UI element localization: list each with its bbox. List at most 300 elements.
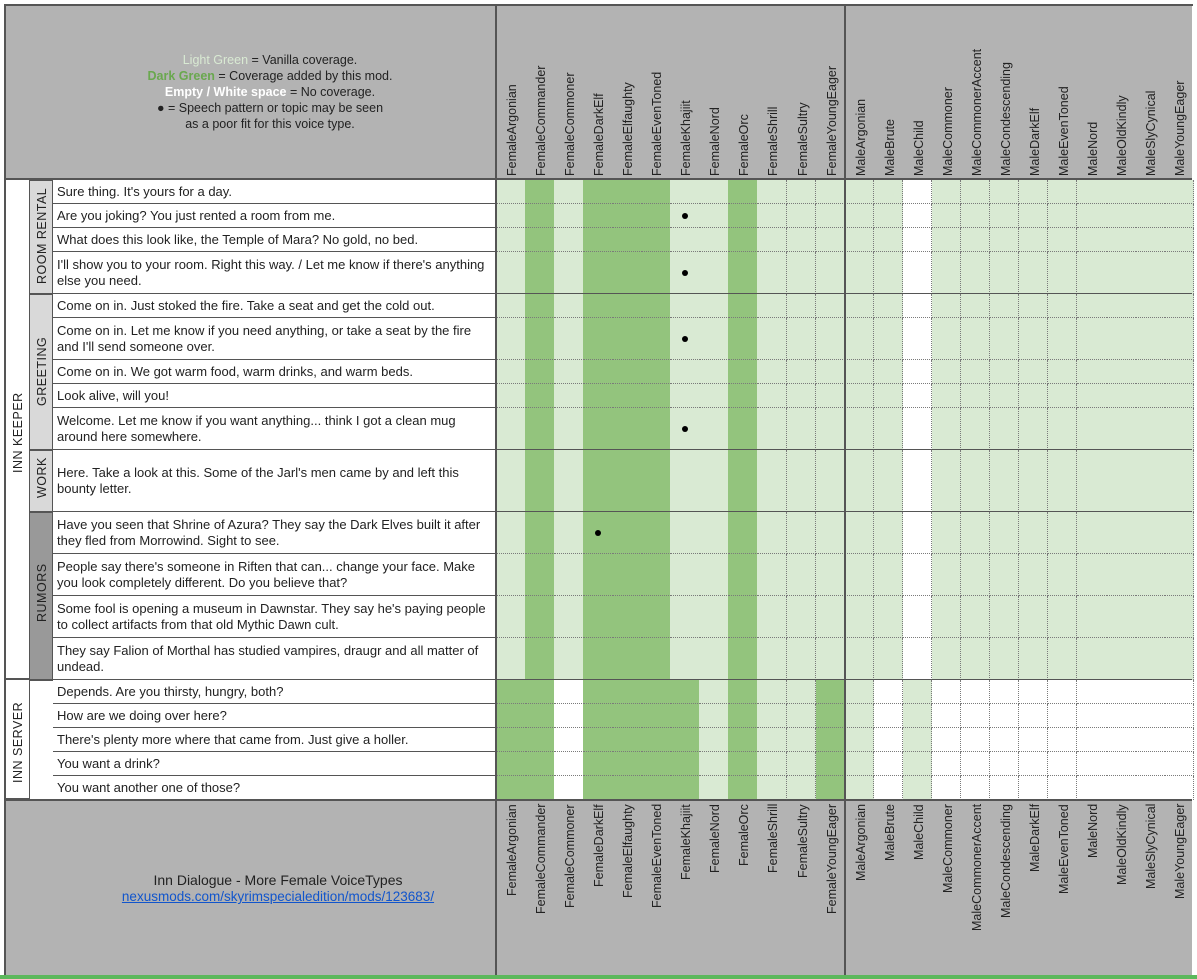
coverage-cell — [1106, 450, 1136, 512]
coverage-cell — [1106, 318, 1136, 360]
coverage-cell — [728, 728, 758, 752]
coverage-cell — [816, 294, 846, 318]
coverage-cell — [525, 252, 555, 294]
coverage-cell — [583, 728, 613, 752]
coverage-cell — [670, 596, 700, 638]
coverage-cell — [1019, 204, 1049, 228]
coverage-cell — [932, 228, 962, 252]
coverage-cell — [1135, 204, 1165, 228]
coverage-cell — [1077, 384, 1107, 408]
coverage-cell — [699, 252, 729, 294]
coverage-cell — [816, 752, 846, 776]
coverage-cell — [612, 512, 642, 554]
coverage-cell — [1048, 596, 1078, 638]
voice-header-label: FemaleDarkElf — [592, 804, 607, 887]
poor-fit-dot — [595, 530, 601, 536]
coverage-cell — [874, 360, 904, 384]
voice-header-label: MaleNord — [1086, 803, 1100, 858]
voice-header-label: MaleYoungEager — [1173, 80, 1188, 176]
coverage-cell — [1106, 554, 1136, 596]
coverage-cell — [787, 252, 817, 294]
coverage-cell — [1164, 252, 1194, 294]
coverage-cell — [496, 704, 526, 728]
group-label-text: ROOM RENTAL — [35, 188, 49, 285]
coverage-cell — [757, 252, 787, 294]
coverage-cell — [845, 728, 875, 752]
coverage-cell — [1019, 776, 1049, 800]
coverage-cell — [1048, 384, 1078, 408]
voice-header-label: MaleBrute — [882, 804, 897, 861]
legend-empty-desc: = No coverage. — [286, 85, 376, 99]
voice-header-label: FemaleCommoner — [563, 72, 578, 176]
coverage-cell — [757, 204, 787, 228]
coverage-cell — [1106, 228, 1136, 252]
coverage-cell — [932, 596, 962, 638]
voice-header-label: MaleDarkElf — [1027, 803, 1042, 872]
coverage-cell — [612, 752, 642, 776]
coverage-cell — [525, 596, 555, 638]
coverage-cell — [1106, 680, 1136, 704]
coverage-cell — [932, 728, 962, 752]
coverage-cell — [787, 228, 817, 252]
coverage-cell — [961, 318, 991, 360]
coverage-cell — [874, 408, 904, 450]
coverage-cell — [641, 384, 671, 408]
voice-header-label: MaleCommonerAccent — [969, 48, 984, 176]
coverage-cell — [961, 228, 991, 252]
coverage-cell — [728, 776, 758, 800]
coverage-cell — [583, 204, 613, 228]
voice-header-label: MaleEvenToned — [1056, 86, 1071, 176]
voice-header-label: FemaleNord — [708, 804, 723, 873]
coverage-cell — [874, 252, 904, 294]
coverage-cell — [670, 360, 700, 384]
coverage-cell — [554, 596, 584, 638]
coverage-cell — [845, 596, 875, 638]
coverage-cell — [554, 554, 584, 596]
coverage-cell — [496, 512, 526, 554]
coverage-cell — [670, 752, 700, 776]
top-border — [4, 4, 1193, 6]
coverage-cell — [845, 384, 875, 408]
coverage-cell — [903, 596, 933, 638]
coverage-cell — [1019, 596, 1049, 638]
coverage-cell — [903, 318, 933, 360]
voice-header-label: FemaleNord — [708, 107, 723, 176]
bottom-bar — [0, 975, 1197, 979]
coverage-cell — [932, 318, 962, 360]
dialogue-row-text: Welcome. Let me know if you want anything... think I got a clean mug around here somewhere. — [53, 408, 496, 450]
coverage-cell — [1135, 384, 1165, 408]
voice-header-label: MaleCondescending — [998, 804, 1013, 918]
coverage-cell — [670, 180, 700, 204]
coverage-cell — [1048, 408, 1078, 450]
coverage-cell — [496, 680, 526, 704]
coverage-cell — [757, 704, 787, 728]
coverage-cell — [641, 204, 671, 228]
dialogue-row-text: How are we doing over here? — [53, 704, 496, 728]
coverage-cell — [990, 360, 1020, 384]
coverage-cell — [1048, 554, 1078, 596]
coverage-cell — [787, 638, 817, 680]
coverage-cell — [1164, 228, 1194, 252]
coverage-cell — [525, 776, 555, 800]
voice-header-label: FemaleSultry — [795, 102, 810, 176]
coverage-cell — [816, 728, 846, 752]
coverage-cell — [961, 204, 991, 228]
voice-header-label: FemaleYoungEager — [824, 803, 839, 914]
coverage-cell — [670, 384, 700, 408]
coverage-cell — [1135, 450, 1165, 512]
voice-header-label: FemaleShrill — [766, 106, 781, 176]
coverage-cell — [699, 408, 729, 450]
coverage-cell — [496, 294, 526, 318]
coverage-cell — [845, 776, 875, 800]
coverage-cell — [1019, 384, 1049, 408]
coverage-cell — [990, 180, 1020, 204]
coverage-cell — [787, 776, 817, 800]
coverage-cell — [816, 318, 846, 360]
voice-header-label: MaleArgonian — [853, 98, 868, 176]
coverage-cell — [874, 596, 904, 638]
coverage-cell — [757, 318, 787, 360]
coverage-cell — [728, 384, 758, 408]
coverage-cell — [845, 680, 875, 704]
coverage-cell — [1106, 204, 1136, 228]
coverage-cell — [1164, 294, 1194, 318]
voice-header-label: MaleSlyCynical — [1144, 90, 1159, 176]
coverage-cell — [961, 596, 991, 638]
coverage-cell — [641, 228, 671, 252]
coverage-cell — [728, 512, 758, 554]
coverage-cell — [990, 228, 1020, 252]
coverage-cell — [612, 596, 642, 638]
coverage-cell — [1135, 554, 1165, 596]
dialogue-row-text: You want another one of those? — [53, 776, 496, 800]
female-male-divider — [844, 5, 846, 975]
coverage-cell — [1135, 638, 1165, 680]
coverage-cell — [641, 360, 671, 384]
dialogue-row-text: Are you joking? You just rented a room from me. — [53, 204, 496, 228]
voice-header-label: MaleCommoner — [940, 87, 955, 176]
coverage-cell — [1048, 752, 1078, 776]
coverage-cell — [990, 638, 1020, 680]
header-divider — [5, 178, 1192, 180]
dialogue-row-text: Come on in. We got warm food, warm drinks, and warm beds. — [53, 360, 496, 384]
coverage-cell — [1019, 450, 1049, 512]
coverage-cell — [1077, 180, 1107, 204]
coverage-cell — [496, 638, 526, 680]
coverage-cell — [1106, 180, 1136, 204]
coverage-cell — [612, 384, 642, 408]
coverage-cell — [1077, 228, 1107, 252]
coverage-cell — [583, 596, 613, 638]
coverage-cell — [816, 680, 846, 704]
coverage-cell — [816, 360, 846, 384]
coverage-cell — [699, 704, 729, 728]
coverage-cell — [1106, 252, 1136, 294]
coverage-cell — [554, 752, 584, 776]
coverage-cell — [670, 512, 700, 554]
coverage-cell — [1135, 228, 1165, 252]
coverage-cell — [816, 776, 846, 800]
coverage-cell — [1048, 680, 1078, 704]
coverage-cell — [641, 638, 671, 680]
coverage-cell — [699, 384, 729, 408]
coverage-cell — [757, 596, 787, 638]
coverage-cell — [990, 384, 1020, 408]
coverage-cell — [1019, 252, 1049, 294]
legend-dark-green: Dark Green — [147, 69, 215, 83]
coverage-cell — [1106, 408, 1136, 450]
coverage-cell — [525, 294, 555, 318]
coverage-cell — [903, 294, 933, 318]
coverage-cell — [1019, 318, 1049, 360]
coverage-cell — [554, 728, 584, 752]
coverage-cell — [641, 752, 671, 776]
legend-empty: Empty / White space — [164, 85, 287, 99]
coverage-cell — [699, 752, 729, 776]
coverage-cell — [903, 776, 933, 800]
coverage-cell — [496, 450, 526, 512]
coverage-cell — [612, 638, 642, 680]
coverage-cell — [932, 252, 962, 294]
coverage-cell — [1135, 408, 1165, 450]
coverage-cell — [1048, 638, 1078, 680]
coverage-cell — [990, 728, 1020, 752]
coverage-cell — [728, 450, 758, 512]
coverage-cell — [670, 638, 700, 680]
coverage-cell — [583, 776, 613, 800]
coverage-cell — [670, 228, 700, 252]
coverage-cell — [1164, 450, 1194, 512]
coverage-cell — [874, 776, 904, 800]
coverage-cell — [583, 554, 613, 596]
coverage-cell — [728, 360, 758, 384]
coverage-cell — [641, 252, 671, 294]
coverage-cell — [757, 408, 787, 450]
group-label-rumors — [35, 563, 94, 636]
coverage-cell — [554, 450, 584, 512]
coverage-cell — [496, 596, 526, 638]
voice-header-label: MaleChild — [911, 120, 926, 176]
coverage-cell — [699, 228, 729, 252]
coverage-cell — [728, 752, 758, 776]
legend — [60, 52, 480, 132]
coverage-cell — [670, 450, 700, 512]
coverage-cell — [1164, 204, 1194, 228]
coverage-cell — [845, 318, 875, 360]
coverage-cell — [961, 512, 991, 554]
coverage-cell — [787, 384, 817, 408]
section-divider — [5, 799, 1192, 801]
coverage-cell — [641, 728, 671, 752]
coverage-cell — [641, 294, 671, 318]
voice-header-label: FemaleKhajiit — [679, 100, 694, 176]
coverage-cell — [1077, 728, 1107, 752]
coverage-cell — [874, 450, 904, 512]
coverage-cell — [641, 512, 671, 554]
coverage-cell — [903, 204, 933, 228]
coverage-cell — [583, 294, 613, 318]
coverage-cell — [990, 596, 1020, 638]
coverage-cell — [554, 512, 584, 554]
dialogue-row-text: What does this look like, the Temple of Mara? No gold, no bed. — [53, 228, 496, 252]
coverage-cell — [874, 638, 904, 680]
coverage-cell — [728, 638, 758, 680]
coverage-cell — [1077, 360, 1107, 384]
text-grid-divider — [495, 5, 497, 975]
coverage-cell — [816, 512, 846, 554]
coverage-cell — [1077, 680, 1107, 704]
section-label-text: INN KEEPER — [11, 392, 25, 473]
coverage-cell — [728, 554, 758, 596]
coverage-cell — [1135, 180, 1165, 204]
coverage-cell — [612, 704, 642, 728]
mod-link[interactable]: nexusmods.com/skyrimspecialedition/mods/123683/ — [121, 889, 435, 904]
coverage-cell — [728, 180, 758, 204]
coverage-cell — [1106, 704, 1136, 728]
coverage-cell — [961, 704, 991, 728]
voice-header-label: FemaleArgonian — [505, 804, 519, 896]
coverage-cell — [728, 204, 758, 228]
coverage-cell — [1019, 638, 1049, 680]
coverage-cell — [699, 680, 729, 704]
voice-header-label: MaleOldKindly — [1115, 804, 1130, 885]
coverage-cell — [1077, 596, 1107, 638]
coverage-cell — [1048, 512, 1078, 554]
coverage-cell — [1077, 776, 1107, 800]
coverage-cell — [816, 596, 846, 638]
coverage-cell — [787, 360, 817, 384]
coverage-cell — [787, 680, 817, 704]
mod-title: Inn Dialogue - More Female VoiceTypes — [153, 872, 403, 888]
coverage-cell — [874, 554, 904, 596]
coverage-cell — [1077, 554, 1107, 596]
coverage-cell — [757, 360, 787, 384]
coverage-cell — [1077, 204, 1107, 228]
poor-fit-dot — [682, 213, 688, 219]
coverage-cell — [641, 318, 671, 360]
voice-header-label: MaleDarkElf — [1027, 107, 1042, 176]
dialogue-row-text: Sure thing. It's yours for a day. — [53, 180, 496, 204]
voice-header-label: FemaleCommoner — [563, 804, 578, 908]
coverage-cell — [1164, 512, 1194, 554]
coverage-cell — [699, 638, 729, 680]
coverage-cell — [990, 554, 1020, 596]
coverage-cell — [525, 704, 555, 728]
coverage-cell — [845, 204, 875, 228]
coverage-cell — [728, 228, 758, 252]
coverage-cell — [641, 180, 671, 204]
voice-header-label: FemaleDarkElf — [592, 93, 607, 176]
coverage-cell — [1077, 252, 1107, 294]
coverage-cell — [961, 450, 991, 512]
coverage-cell — [787, 512, 817, 554]
coverage-cell — [1048, 776, 1078, 800]
coverage-cell — [787, 728, 817, 752]
coverage-cell — [787, 752, 817, 776]
coverage-cell — [1019, 408, 1049, 450]
coverage-cell — [525, 680, 555, 704]
coverage-cell — [699, 360, 729, 384]
coverage-cell — [612, 680, 642, 704]
dialogue-row-text: Some fool is opening a museum in Dawnstar. They say he's paying people to collect artifacts from that old Mythic Dawn cult. — [53, 596, 496, 638]
coverage-cell — [903, 384, 933, 408]
voice-header-label: MaleCondescending — [998, 62, 1013, 176]
dialogue-row-text: I'll show you to your room. Right this way. / Let me know if there's anything else you need. — [53, 252, 496, 294]
coverage-cell — [554, 680, 584, 704]
coverage-cell — [787, 408, 817, 450]
coverage-cell — [1106, 752, 1136, 776]
coverage-cell — [845, 294, 875, 318]
coverage-cell — [1135, 680, 1165, 704]
dialogue-row-text: Look alive, will you! — [53, 384, 496, 408]
coverage-cell — [1106, 384, 1136, 408]
coverage-cell — [990, 450, 1020, 512]
coverage-cell — [1164, 752, 1194, 776]
coverage-cell — [728, 408, 758, 450]
coverage-cell — [932, 180, 962, 204]
coverage-cell — [816, 408, 846, 450]
legend-dot-line1: ● = Speech pattern or topic may be seen — [156, 101, 384, 115]
coverage-cell — [525, 638, 555, 680]
legend-light-green: Light Green — [182, 53, 249, 67]
coverage-cell — [525, 450, 555, 512]
coverage-cell — [990, 512, 1020, 554]
coverage-cell — [961, 638, 991, 680]
coverage-cell — [583, 680, 613, 704]
coverage-cell — [903, 680, 933, 704]
voice-header-label: FemaleElfaughty — [621, 804, 636, 898]
coverage-cell — [1135, 752, 1165, 776]
coverage-cell — [757, 728, 787, 752]
voice-header-label: FemaleEvenToned — [650, 803, 665, 908]
coverage-cell — [1164, 596, 1194, 638]
coverage-cell — [932, 294, 962, 318]
coverage-cell — [874, 294, 904, 318]
coverage-cell — [903, 252, 933, 294]
coverage-cell — [641, 554, 671, 596]
voice-header-label: FemaleEvenToned — [650, 71, 665, 176]
coverage-cell — [1106, 360, 1136, 384]
coverage-cell — [554, 294, 584, 318]
coverage-cell — [816, 554, 846, 596]
coverage-cell — [1164, 776, 1194, 800]
coverage-cell — [816, 638, 846, 680]
coverage-cell — [612, 450, 642, 512]
coverage-cell — [1019, 180, 1049, 204]
coverage-cell — [874, 204, 904, 228]
coverage-cell — [990, 294, 1020, 318]
coverage-cell — [525, 180, 555, 204]
coverage-cell — [525, 408, 555, 450]
coverage-cell — [1048, 252, 1078, 294]
coverage-cell — [990, 252, 1020, 294]
coverage-cell — [612, 408, 642, 450]
coverage-cell — [583, 360, 613, 384]
coverage-cell — [1135, 776, 1165, 800]
coverage-cell — [932, 704, 962, 728]
coverage-cell — [757, 512, 787, 554]
coverage-cell — [961, 294, 991, 318]
coverage-cell — [961, 360, 991, 384]
coverage-cell — [612, 180, 642, 204]
coverage-cell — [525, 318, 555, 360]
coverage-cell — [787, 204, 817, 228]
coverage-cell — [525, 384, 555, 408]
coverage-cell — [699, 180, 729, 204]
